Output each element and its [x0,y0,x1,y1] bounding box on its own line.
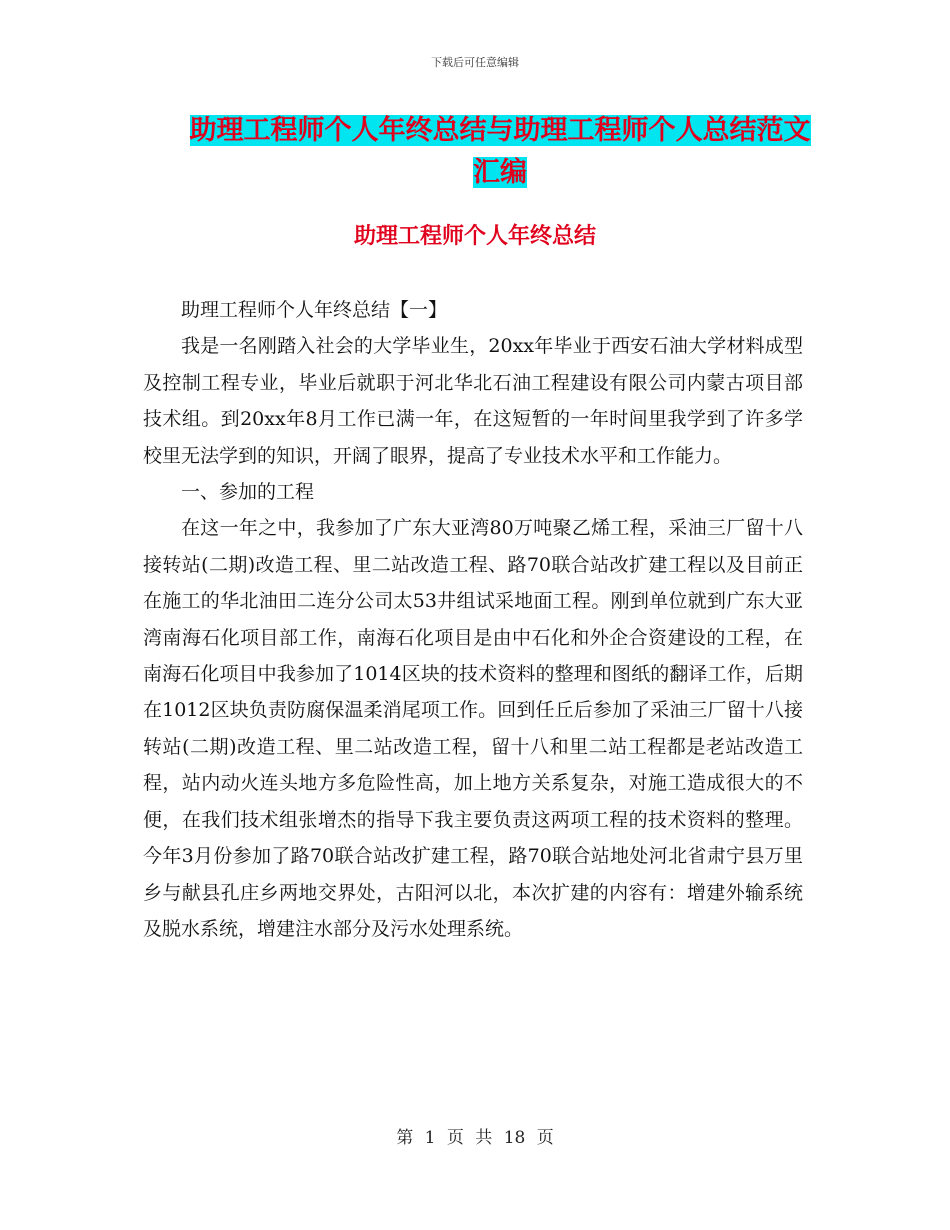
paragraph-intro: 我是一名刚踏入社会的大学毕业生，20xx年毕业于西安石油大学材料成型及控制工程专业，毕业后就职于河北华北石油工程建设有限公司内蒙古项目部技术组。到20xx年8月工作已满一年，在这短暂的一年时间里我学到了许多学校里无法学到的知识，开阔了眼界，提高了专业技术水平和工作能力。 [143,335,803,467]
document-body [143,292,803,947]
document-title-line-1: 助理工程师个人年终总结与助理工程师个人总结范文 [189,115,811,146]
document-title-line-2: 汇编 [473,157,527,188]
document-title [150,110,850,194]
paragraph-heading-projects: 一、参加的工程 [181,481,315,504]
page-number: 第 1 页 共 18 页 [396,1128,554,1148]
section-title: 助理工程师个人年终总结 [353,224,596,249]
header-note: 下载后可任意编辑 [431,56,519,69]
paragraph-projects: 在这一年之中，我参加了广东大亚湾80万吨聚乙烯工程，采油三厂留十八接转站(二期)改造工程、里二站改造工程、路70联合站改扩建工程以及目前正在施工的华北油田二连分公司太53井组试采地面工程。刚到单位就到广东大亚湾南海石化项目部工作，南海石化项目是由中石化和外企合资建设的工程，在南海石化项目中我参加了1014区块的技术资料的整理和图纸的翻译工作，后期在1012区块负责防腐保温柔消尾项工作。回到任丘后参加了采油三厂留十八接转站(二期)改造工程、里二站改造工程，留十八和里二站工程都是老站改造工程，站内动火连头地方多危险性高，加上地方关系复杂，对施工造成很大的不便，在我们技术组张增杰的指导下我主要负责这两项工程的技术资料的整理。今年3月份参加了路70联合站改扩建工程，路70联合站地处河北省肃宁县万里乡与献县孔庄乡两地交界处，古阳河以北，本次扩建的内容有：增建外输系统及脱水系统，增建注水部分及污水处理系统。 [143,517,803,940]
paragraph-subheading: 助理工程师个人年终总结【一】 [181,299,448,321]
